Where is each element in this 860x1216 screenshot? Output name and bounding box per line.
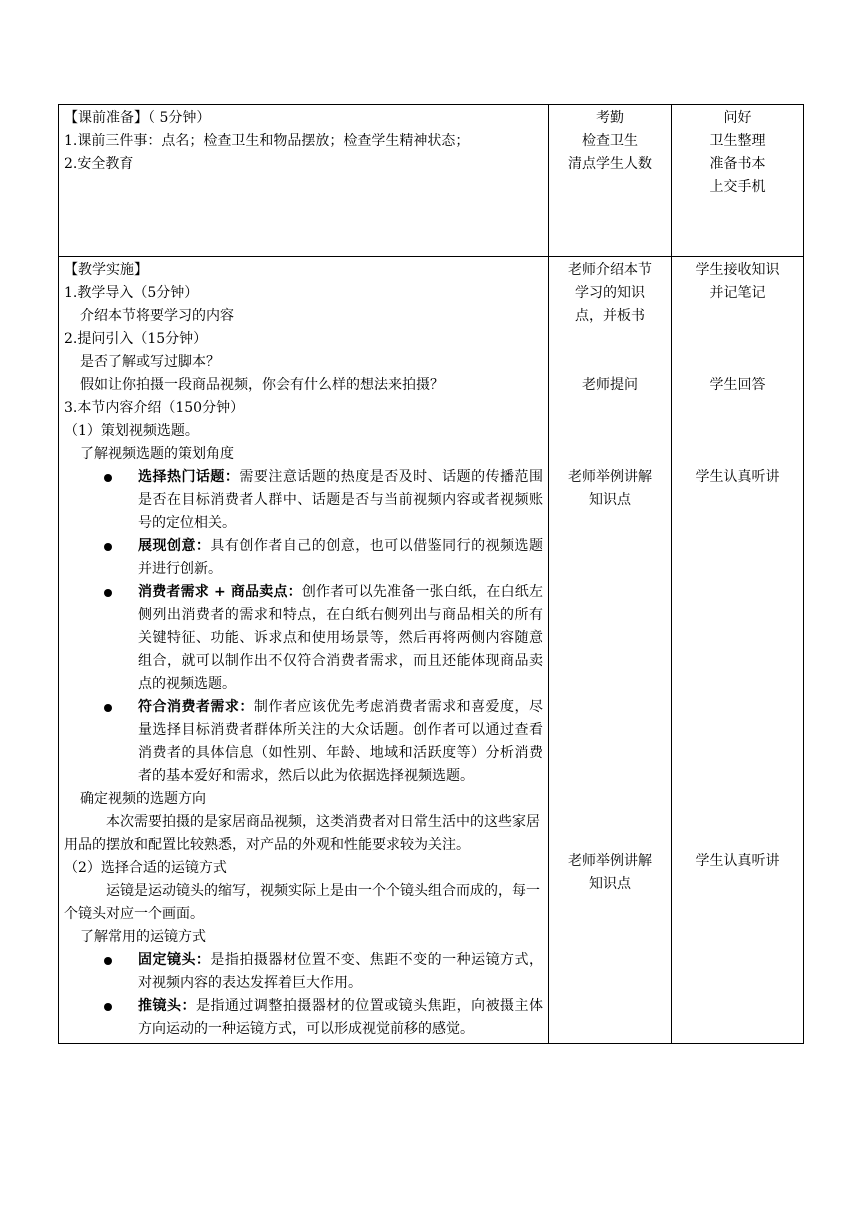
lesson-plan-table xyxy=(58,104,804,1044)
impl-row xyxy=(59,257,804,1044)
prep-heading: 【课前准备】（ 5分钟） xyxy=(64,110,211,126)
topic-angle-list xyxy=(64,466,543,788)
list-item: 推镜头：是指通过调整拍摄器材的位置或镜头焦距，向被摄主体方向运动的一种运镜方式，可以形成视觉前移的感觉。 xyxy=(64,995,543,1041)
bullet-icon xyxy=(104,704,112,712)
prep-student-cell: 问好 卫生整理 准备书本 上交手机 xyxy=(672,105,804,257)
prep-content-cell xyxy=(59,105,549,257)
bullet-icon xyxy=(104,474,112,482)
list-item: 消费者需求 + 商品卖点：创作者可以先准备一张白纸，在白纸左侧列出消费者的需求和特点，在白纸右侧列出与商品相关的所有关键特征、功能、诉求点和使用场景等，然后再将两侧内容随意组合，就可以制作出不仅符合消费者需求，而且还能体现商品卖点的视频选题。 xyxy=(64,581,543,696)
bullet-icon xyxy=(104,957,112,965)
prep-teacher-cell: 考勤 检查卫生 清点学生人数 xyxy=(549,105,672,257)
impl-content-cell: 【教学实施】 1.教学导入（5分钟） 介绍本节将要学习的内容 2.提问引入（15分钟） 是否了解或写过脚本？ 假如让你拍摄一段商品视频，你会有什么样的想法来拍摄？ 3.本节内容介绍（150分钟） （1）策划视频选题。 了解视频选题的策划角度 选择热门话题：需要注意话题的热度是否及时、话题的传播范围是否在目标消费者人群中、话题是否与当前视频内容或者视频账号的定位相关。 展现创意：具有创作者自己的创意，也可以借鉴同行的视频选题并进行创新。 消费者需求 + 商品卖点：创作者可以先准备一张白纸，在白纸左侧列出消费者的需求和特点，在白纸右侧列出与商品相关的所有关键特征、功能、诉求点和使用场景等，然后再将两侧内容随意组合，就可以制作出不仅符合消费者需求，而且还能体现商品卖点的视频选题。 符合消费者需求：制作者应该优先考虑消费者需求和喜爱度，尽量选择目标消费者群体所关注的大众话题。创作者可以通过查看消费者的具体信息（如性别、年龄、地域和活跃度等）分析消费者的基本爱好和需求，然后以此为依据选择视频选题。 确定视频的选题方向 本次需要拍摄的是家居商品视频，这类消费者对日常生活中的这些家居用品的摆放和配置比较熟悉，对产品的外观和性能要求较为关注。 （2）选择合适的运镜方式 运镜是运动镜头的缩写，视频实际上是由一个个镜头组合而成的，每一个镜头对应一个画面。 了解常用的运镜方式 固定镜头：是指拍摄器材位置不变、焦距不变的一种运镜方式，对视频内容的表达发挥着巨大作用。 推镜头：是指通过调整拍摄器材的位置或镜头焦距，向被摄主体方向运动的一种运镜方式，可以形成视觉前移的感觉。 xyxy=(59,257,549,1044)
list-item: 选择热门话题：需要注意话题的热度是否及时、话题的传播范围是否在目标消费者人群中、话题是否与当前视频内容或者视频账号的定位相关。 xyxy=(64,466,543,535)
impl-heading: 【教学实施】 xyxy=(64,262,148,278)
list-item: 展现创意：具有创作者自己的创意，也可以借鉴同行的视频选题并进行创新。 xyxy=(64,535,543,581)
prep-row xyxy=(59,105,804,257)
prep-item: 1.课前三件事：点名；检查卫生和物品摆放；检查学生精神状态； xyxy=(64,133,470,149)
bullet-icon xyxy=(104,1003,112,1011)
list-item: 符合消费者需求：制作者应该优先考虑消费者需求和喜爱度，尽量选择目标消费者群体所关注的大众话题。创作者可以通过查看消费者的具体信息（如性别、年龄、地域和活跃度等）分析消费者的基本爱好和需求，然后以此为依据选择视频选题。 xyxy=(64,696,543,788)
camera-move-list xyxy=(64,949,543,1041)
prep-item: 2.安全教育 xyxy=(64,156,134,172)
list-item: 固定镜头：是指拍摄器材位置不变、焦距不变的一种运镜方式，对视频内容的表达发挥着巨大作用。 xyxy=(64,949,543,995)
bullet-icon xyxy=(104,543,112,551)
impl-teacher-cell: 老师介绍本节 学习的知识 点，并板书 老师提问 老师举例讲解 知识点 老师举例讲解 知识点 xyxy=(549,257,672,1044)
impl-student-cell: 学生接收知识 并记笔记 学生回答 学生认真听讲 学生认真听讲 xyxy=(672,257,804,1044)
bullet-icon xyxy=(104,589,112,597)
